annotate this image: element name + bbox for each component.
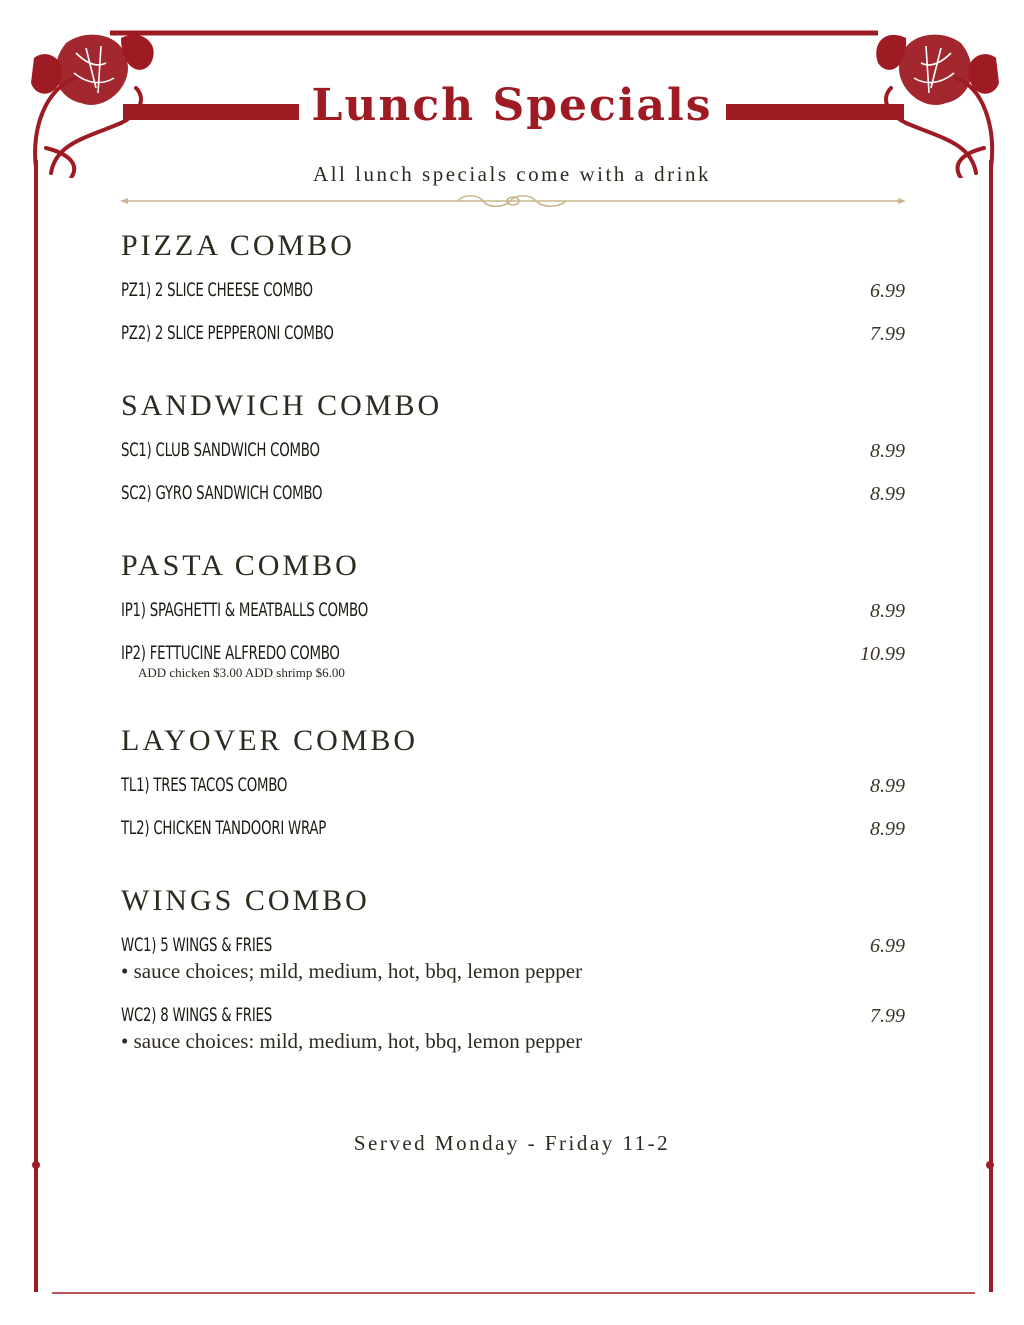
item-name: WC2) 8 WINGS & FRIES <box>121 1004 272 1026</box>
item-name: WC1) 5 WINGS & FRIES <box>121 934 272 956</box>
item-price: 8.99 <box>870 440 905 462</box>
menu-item <box>121 816 911 859</box>
item-name: SC1) CLUB SANDWICH COMBO <box>121 439 320 461</box>
section-pasta-combo <box>121 546 911 689</box>
item-sauce-choices: • sauce choices: mild, medium, hot, bbq, lemon pepper <box>121 1029 583 1053</box>
item-name: IP2) FETTUCINE ALFREDO COMBO <box>121 642 340 664</box>
item-add-on-note: ADD chicken $3.00 ADD shrimp $6.00 <box>138 665 345 680</box>
item-sauce-choices: • sauce choices; mild, medium, hot, bbq, lemon pepper <box>121 959 583 983</box>
menu-item <box>121 933 911 1003</box>
service-hours-footer: Served Monday - Friday 11-2 <box>353 1131 671 1155</box>
item-price: 8.99 <box>870 775 905 797</box>
item-price: 7.99 <box>870 1005 905 1027</box>
section-title: SANDWICH COMBO <box>121 389 443 422</box>
section-sandwich-combo <box>121 386 911 524</box>
section-title: LAYOVER COMBO <box>121 724 419 757</box>
menu-item <box>121 1003 911 1073</box>
menu-item <box>121 278 911 321</box>
item-price: 6.99 <box>870 280 905 302</box>
section-pizza-combo <box>121 226 911 364</box>
section-title: PIZZA COMBO <box>121 229 355 262</box>
ornamental-divider <box>118 192 908 212</box>
menu-item <box>121 773 911 816</box>
item-price: 6.99 <box>870 935 905 957</box>
item-price: 8.99 <box>870 818 905 840</box>
item-name: IP1) SPAGHETTI & MEATBALLS COMBO <box>121 599 368 621</box>
item-price: 7.99 <box>870 323 905 345</box>
menu-title: Lunch Specials <box>311 80 713 131</box>
menu-item <box>121 438 911 481</box>
section-wings-combo <box>121 881 911 1073</box>
menu-subtitle: All lunch specials come with a drink <box>313 162 711 186</box>
section-layover-combo <box>121 721 911 859</box>
item-price: 8.99 <box>870 600 905 622</box>
item-name: SC2) GYRO SANDWICH COMBO <box>121 482 323 504</box>
menu-item <box>121 321 911 364</box>
item-name: TL1) TRES TACOS COMBO <box>121 774 288 796</box>
item-price: 10.99 <box>860 643 905 665</box>
menu-item <box>121 598 911 641</box>
section-title: WINGS COMBO <box>121 884 370 917</box>
right-floral-ornament-icon <box>866 28 1006 178</box>
menu-item <box>121 481 911 524</box>
item-name: TL2) CHICKEN TANDOORI WRAP <box>121 817 327 839</box>
item-price: 8.99 <box>870 483 905 505</box>
item-name: PZ1) 2 SLICE CHEESE COMBO <box>121 279 313 301</box>
left-floral-ornament-icon <box>26 28 166 178</box>
item-name: PZ2) 2 SLICE PEPPERONI COMBO <box>121 322 334 344</box>
menu-item <box>121 641 911 689</box>
section-title: PASTA COMBO <box>121 549 360 582</box>
